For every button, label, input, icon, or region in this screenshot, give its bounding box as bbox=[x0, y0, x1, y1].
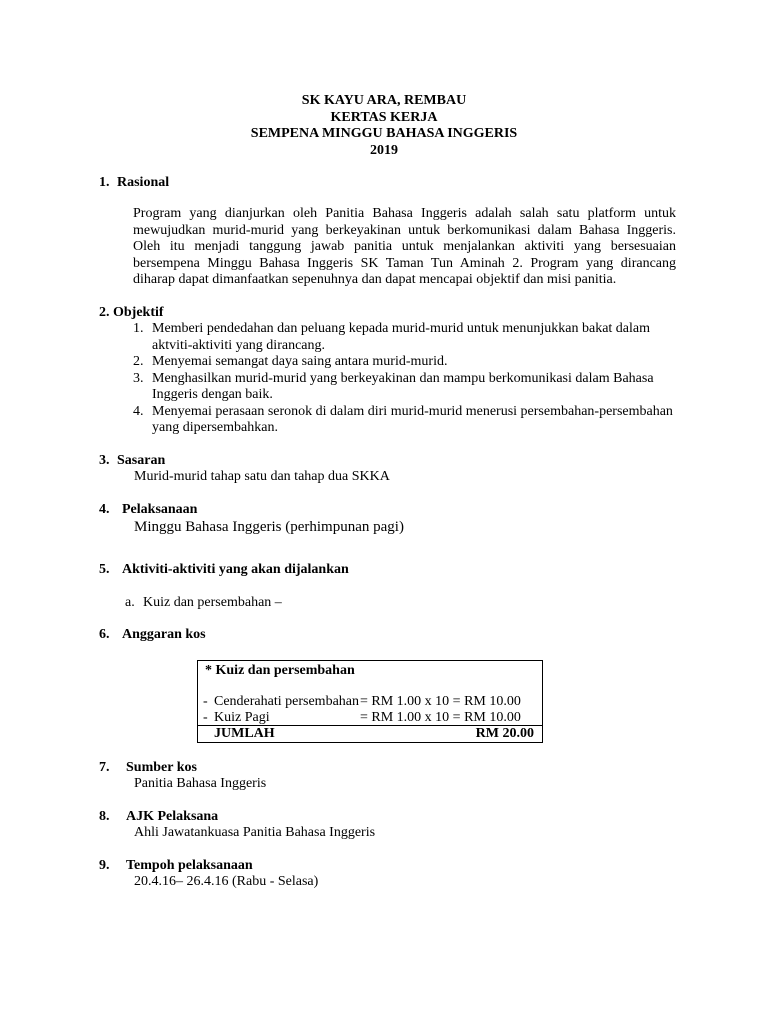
item-number: 3. bbox=[133, 370, 144, 386]
row-label: Cenderahati persembahan bbox=[214, 694, 359, 709]
section-4-heading bbox=[99, 502, 197, 519]
section-number: 3. bbox=[99, 453, 110, 468]
pelaksanaan-text: Minggu Bahasa Inggeris (perhimpunan pagi) bbox=[134, 519, 404, 535]
sasaran-text: Murid-murid tahap satu dan tahap dua SKKA bbox=[134, 469, 390, 484]
objective-list bbox=[133, 321, 693, 437]
tempoh-text: 20.4.16– 26.4.16 (Rabu - Selasa) bbox=[134, 874, 319, 889]
row-label: Kuiz Pagi bbox=[214, 710, 270, 725]
document-type: KERTAS KERJA bbox=[330, 109, 438, 125]
section-number: 9. bbox=[99, 858, 110, 873]
budget-heading: * Kuiz dan persembahan bbox=[205, 663, 355, 678]
total-value: RM 20.00 bbox=[475, 726, 534, 741]
section-1-heading bbox=[99, 175, 169, 192]
section-title: Sasaran bbox=[117, 453, 166, 468]
row-dash: - bbox=[203, 710, 208, 725]
section-7-heading bbox=[99, 760, 197, 777]
item-letter: a. bbox=[125, 595, 135, 610]
list-item bbox=[133, 404, 693, 437]
section-title: Tempoh pelaksanaan bbox=[126, 858, 253, 873]
event-title: SEMPENA MINGGU BAHASA INGGERIS bbox=[250, 126, 518, 141]
row-calculation: = RM 1.00 x 10 = RM 10.00 bbox=[360, 694, 521, 709]
row-calculation: = RM 1.00 x 10 = RM 10.00 bbox=[360, 710, 521, 725]
section-number: 8. bbox=[99, 809, 110, 824]
section-title: Anggaran kos bbox=[122, 627, 206, 642]
item-number: 4. bbox=[133, 403, 144, 419]
section-title: Objektif bbox=[113, 305, 164, 320]
section-number: 6. bbox=[99, 627, 110, 642]
total-label: JUMLAH bbox=[214, 726, 275, 741]
list-item bbox=[133, 321, 693, 354]
ajk-text: Ahli Jawatankuasa Panitia Bahasa Inggeris bbox=[134, 825, 376, 840]
activity-item bbox=[125, 595, 282, 612]
section-9-heading bbox=[99, 858, 253, 875]
section-5-heading bbox=[99, 562, 349, 579]
section-title: Sumber kos bbox=[126, 760, 197, 775]
section-number: 1. bbox=[99, 175, 110, 190]
rasional-paragraph: Program yang dianjurkan oleh Panitia Bahasa Inggeris adalah salah satu platform untuk mewujudkan murid-murid yang berkeyakinan untuk berkomunikasi dalam Bahasa Inggeris. Oleh itu menjadi tanggung jawab panitia untuk menjalankan aktiviti yang bersesuaian bersempena Minggu Bahasa Inggeris SK Taman Tun Aminah 2. Program yang dirancang diharap dapat dimanfaatkan sepenuhnya dan dapat mencapai objektif dan misi panitia. bbox=[133, 206, 676, 288]
section-number: 7. bbox=[99, 760, 110, 775]
list-item bbox=[133, 354, 693, 371]
item-number: 1. bbox=[133, 321, 144, 336]
budget-table bbox=[197, 660, 543, 743]
section-number: 4. bbox=[99, 502, 110, 517]
section-title: Aktiviti-aktiviti yang akan dijalankan bbox=[122, 562, 349, 577]
sumber-kos-text: Panitia Bahasa Inggeris bbox=[134, 776, 267, 791]
section-title: AJK Pelaksana bbox=[126, 809, 219, 824]
budget-total-row bbox=[198, 725, 542, 744]
item-text: Kuiz dan persembahan – bbox=[143, 595, 282, 610]
table-row bbox=[203, 694, 533, 711]
item-text: Menyemai semangat daya saing antara murid-murid. bbox=[152, 354, 448, 369]
event-year: 2019 bbox=[370, 142, 398, 158]
item-text: Menghasilkan murid-murid yang berkeyakinan dan mampu berkomunikasi dalam Bahasa Inggeris dengan baik. bbox=[152, 370, 654, 402]
section-title: Pelaksanaan bbox=[122, 502, 198, 517]
item-number: 2. bbox=[133, 354, 144, 369]
section-2-heading bbox=[99, 305, 164, 322]
item-text: Memberi pendedahan dan peluang kepada murid-murid untuk menunjukkan bakat dalam aktviti-aktiviti yang dirancang. bbox=[152, 321, 651, 353]
list-item bbox=[133, 371, 693, 404]
document-header bbox=[0, 93, 768, 159]
section-3-heading bbox=[99, 453, 165, 470]
section-number: 2. bbox=[99, 305, 110, 320]
section-6-heading bbox=[99, 627, 206, 644]
item-text: Menyemai perasaan seronok di dalam diri murid-murid menerusi persembahan-persembahan yang dipersembahkan. bbox=[152, 403, 673, 435]
row-dash: - bbox=[203, 694, 208, 709]
section-number: 5. bbox=[99, 562, 110, 577]
section-8-heading bbox=[99, 809, 218, 826]
school-name: SK KAYU ARA, REMBAU bbox=[301, 93, 467, 108]
section-title: Rasional bbox=[117, 175, 170, 190]
